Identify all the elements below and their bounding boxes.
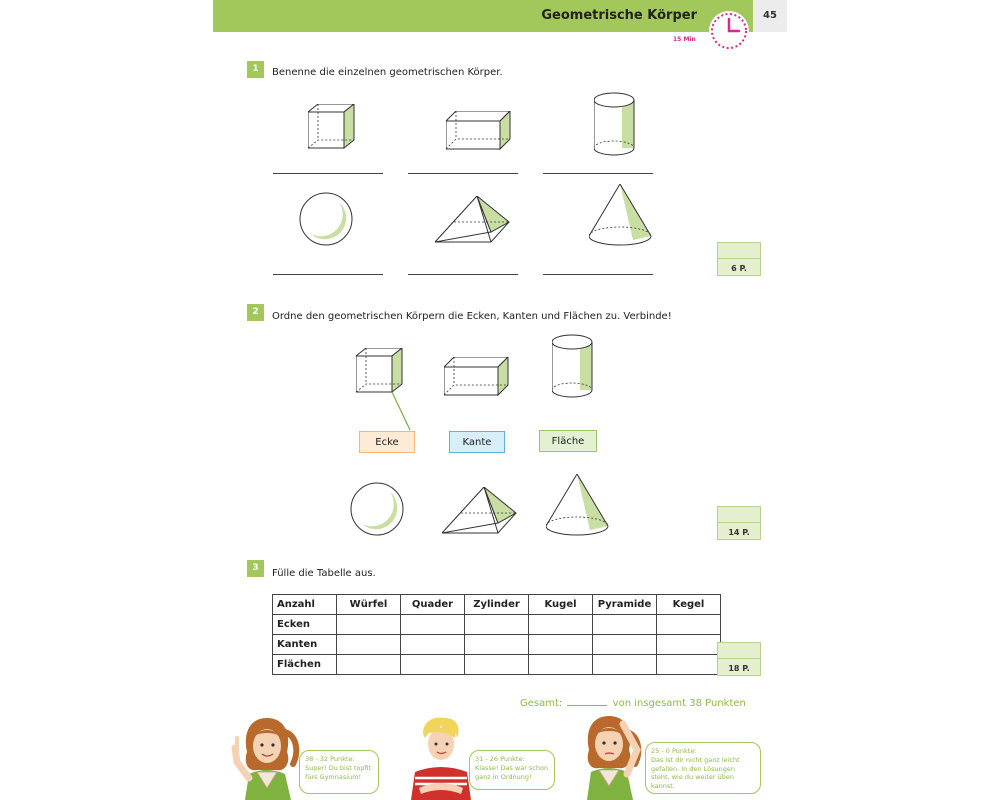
worksheet-page [213,0,787,800]
table-header-row [273,595,721,615]
table-cell[interactable] [401,635,465,655]
table-cell[interactable] [401,655,465,675]
connection-line [390,390,412,432]
score-label: 6 P. [731,264,747,273]
table-header: Anzahl [273,595,337,615]
pyramid-shape [442,487,520,537]
feedback-bubble [469,750,555,790]
answer-line[interactable] [543,274,653,275]
task-2-number: 2 [247,304,264,321]
cylinder-shape [594,92,638,158]
answer-line[interactable] [408,274,518,275]
total-suffix: von insgesamt 38 Punkten [612,698,746,709]
table-header: Pyramide [593,595,657,615]
table-row [273,615,721,635]
table-header: Kugel [529,595,593,615]
table-cell[interactable] [593,635,657,655]
sphere-shape [350,482,406,538]
table-row [273,655,721,675]
feedback-text: Super! Du bist topfit fürs Gymnasium! [305,763,372,781]
table-cell[interactable] [529,615,593,635]
tag-kante[interactable]: Kante [449,431,505,453]
score-box-task-2[interactable] [717,506,761,540]
cube-shape [308,104,358,152]
task-3-instruction: Fülle die Tabelle aus. [272,568,376,579]
task-3-number: 3 [247,560,264,577]
table-cell[interactable] [337,635,401,655]
table-cell[interactable] [465,635,529,655]
total-prefix: Gesamt: [520,698,563,709]
sphere-shape [299,192,355,248]
table-cell[interactable] [657,655,721,675]
table-cell[interactable] [593,615,657,635]
tag-flaeche[interactable]: Fläche [539,430,597,452]
row-label: Ecken [273,615,337,635]
cuboid-shape [444,357,512,399]
feedback-bubble [645,742,761,794]
feedback-bubble [299,750,379,794]
total-blank[interactable] [567,697,607,706]
answer-line[interactable] [273,173,383,174]
header-bar [213,0,753,32]
table-cell[interactable] [337,655,401,675]
cuboid-shape [446,111,514,153]
score-box-task-3[interactable] [717,642,761,676]
answer-line[interactable] [543,173,653,174]
score-label: 18 P. [728,664,750,673]
table-cell[interactable] [465,615,529,635]
answer-line[interactable] [273,274,383,275]
time-limit: 15 Min [673,36,696,43]
table-header: Kegel [657,595,721,615]
page-number: 45 [763,10,777,21]
feedback-points: 25 - 0 Punkte: [651,747,697,755]
task-1-instruction: Benenne die einzelnen geometrischen Körper. [272,67,503,78]
table-row [273,635,721,655]
cylinder-shape [552,334,596,400]
page-title: Geometrische Körper [541,8,697,23]
cone-shape [546,474,612,538]
pyramid-shape [435,196,513,246]
table-cell[interactable] [401,615,465,635]
feedback-points: 31 - 26 Punkte: [475,755,525,763]
table-cell[interactable] [337,615,401,635]
boy-arms-crossed-illustration [405,712,475,800]
feedback-text: Das ist dir nicht ganz leicht gefallen. In den Lösungen steht, wie du weiter üben kannst. [651,755,740,791]
tag-ecke[interactable]: Ecke [359,431,415,453]
feedback-points: 38 - 32 Punkte: [305,755,355,763]
table-cell[interactable] [529,655,593,675]
score-box-task-1[interactable] [717,242,761,276]
total-score [520,697,746,709]
table-cell[interactable] [657,635,721,655]
table-cell[interactable] [593,655,657,675]
table-header: Würfel [337,595,401,615]
task-1-number: 1 [247,61,264,78]
table-cell[interactable] [657,615,721,635]
page-number-box [753,0,787,32]
clock-icon [708,10,750,52]
cone-shape [589,184,655,248]
girl-thumbs-up-illustration [227,712,311,800]
score-label: 14 P. [728,528,750,537]
table-cell[interactable] [465,655,529,675]
table-header: Zylinder [465,595,529,615]
feedback-text: Klasse! Das war schon ganz in Ordnung! [475,763,549,781]
answer-line[interactable] [408,173,518,174]
properties-table [272,594,721,675]
girl-thinking-illustration [571,710,651,800]
task-2-instruction: Ordne den geometrischen Körpern die Ecken, Kanten und Flächen zu. Verbinde! [272,311,672,322]
row-label: Flächen [273,655,337,675]
table-header: Quader [401,595,465,615]
cube-shape [356,348,406,396]
table-cell[interactable] [529,635,593,655]
row-label: Kanten [273,635,337,655]
